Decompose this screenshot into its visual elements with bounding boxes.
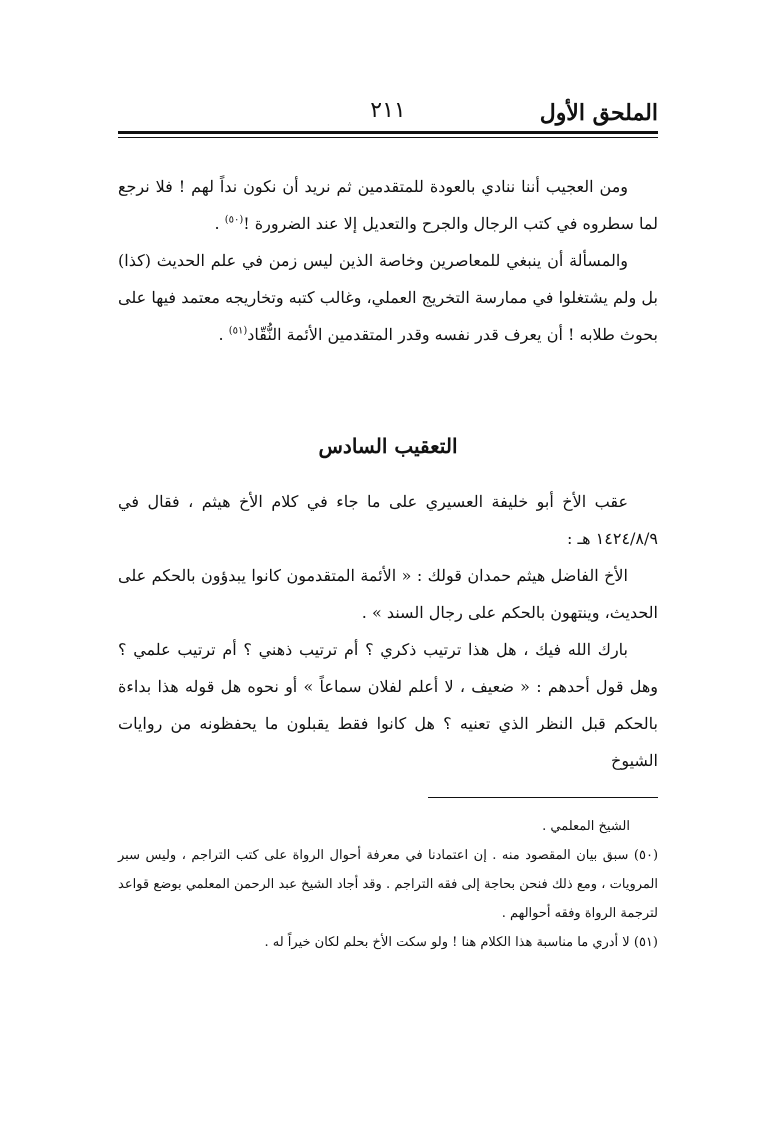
footnote-50 <box>118 841 658 928</box>
body-text-top <box>118 168 658 353</box>
footnote-marker-51: (٥١) <box>228 325 248 337</box>
footnotes <box>118 812 658 957</box>
footnote-text: لا أدري ما مناسبة هذا الكلام هنا ! ولو سكت الأخ بحلم لكان خيراً له . <box>264 935 630 950</box>
page-header <box>118 92 658 136</box>
footnote-marker-50: (٥٠) <box>224 214 244 226</box>
body-text-bottom <box>118 483 658 779</box>
footnote-51 <box>118 928 658 957</box>
header-rule-thick <box>118 131 658 134</box>
footnote-number: (٥١) <box>633 935 658 950</box>
paragraph: والمسألة أن ينبغي للمعاصرين وخاصة الذين ليس زمن في علم الحديث (كذا) بل ولم يشتغلوا في ممارسة التخريج العملي، وغالب كتبه وتخاريجه معتمد فيها على بحوث طلابه ! أن يعرف قدر نفسه وقدر المتقدمين الأئمة النُّقّاد$^{(٥١)}$ . <box>118 251 658 344</box>
paragraph: بارك الله فيك ، هل هذا ترتيب ذكري ؟ أم ترتيب ذهني ؟ أم ترتيب علمي ؟ وهل قول أحدهم : « ضعيف ، لا أعلم لفلان سماعاً » أو نحوه هل قوله هذا بداءة بالحكم قبل النظر الذي تعنيه ؟ هل كانوا فقط يقبلون ما يحفظونه من روايات الشيوخ <box>118 640 658 770</box>
footnote-text: سبق بيان المقصود منه . إن اعتمادنا في معرفة أحوال الرواة على كتب التراجم ، وليس سبر المرويات ، ومع ذلك فنحن بحاجة إلى فقه التراجم . وقد أجاد الشيخ عبد الرحمن المعلمي بوضع قواعد لترجمة الرواة وفقه أحوالهم . <box>118 848 658 921</box>
section-heading: التعقيب السادس <box>318 434 458 458</box>
header-rule-thin <box>118 137 658 138</box>
paragraph: الأخ الفاضل هيثم حمدان قولك : « الأئمة المتقدمون كانوا يبدؤون بالحكم على الحديث، وينتهون بالحكم على رجال السند » . <box>118 566 658 622</box>
footnote-number: (٥٠) <box>633 848 659 863</box>
paragraph: عقب الأخ أبو خليفة العسيري على ما جاء في كلام الأخ هيثم ، فقال في ١٤٢٤/٨/٩ هـ : <box>118 492 658 548</box>
page-number: ٢١١ <box>370 98 406 123</box>
footnote-separator <box>428 797 658 798</box>
paragraph: ومن العجيب أننا ننادي بالعودة للمتقدمين ثم نريد أن نكون نداً لهم ! فلا نرجع لما سطروه في كتب الرجال والجرح والتعديل إلا عند الضرورة !$^{(٥٠)}$ . <box>118 177 658 233</box>
running-title: الملحق الأول <box>539 100 658 126</box>
footnote-continuation: الشيخ المعلمي . <box>542 819 630 834</box>
